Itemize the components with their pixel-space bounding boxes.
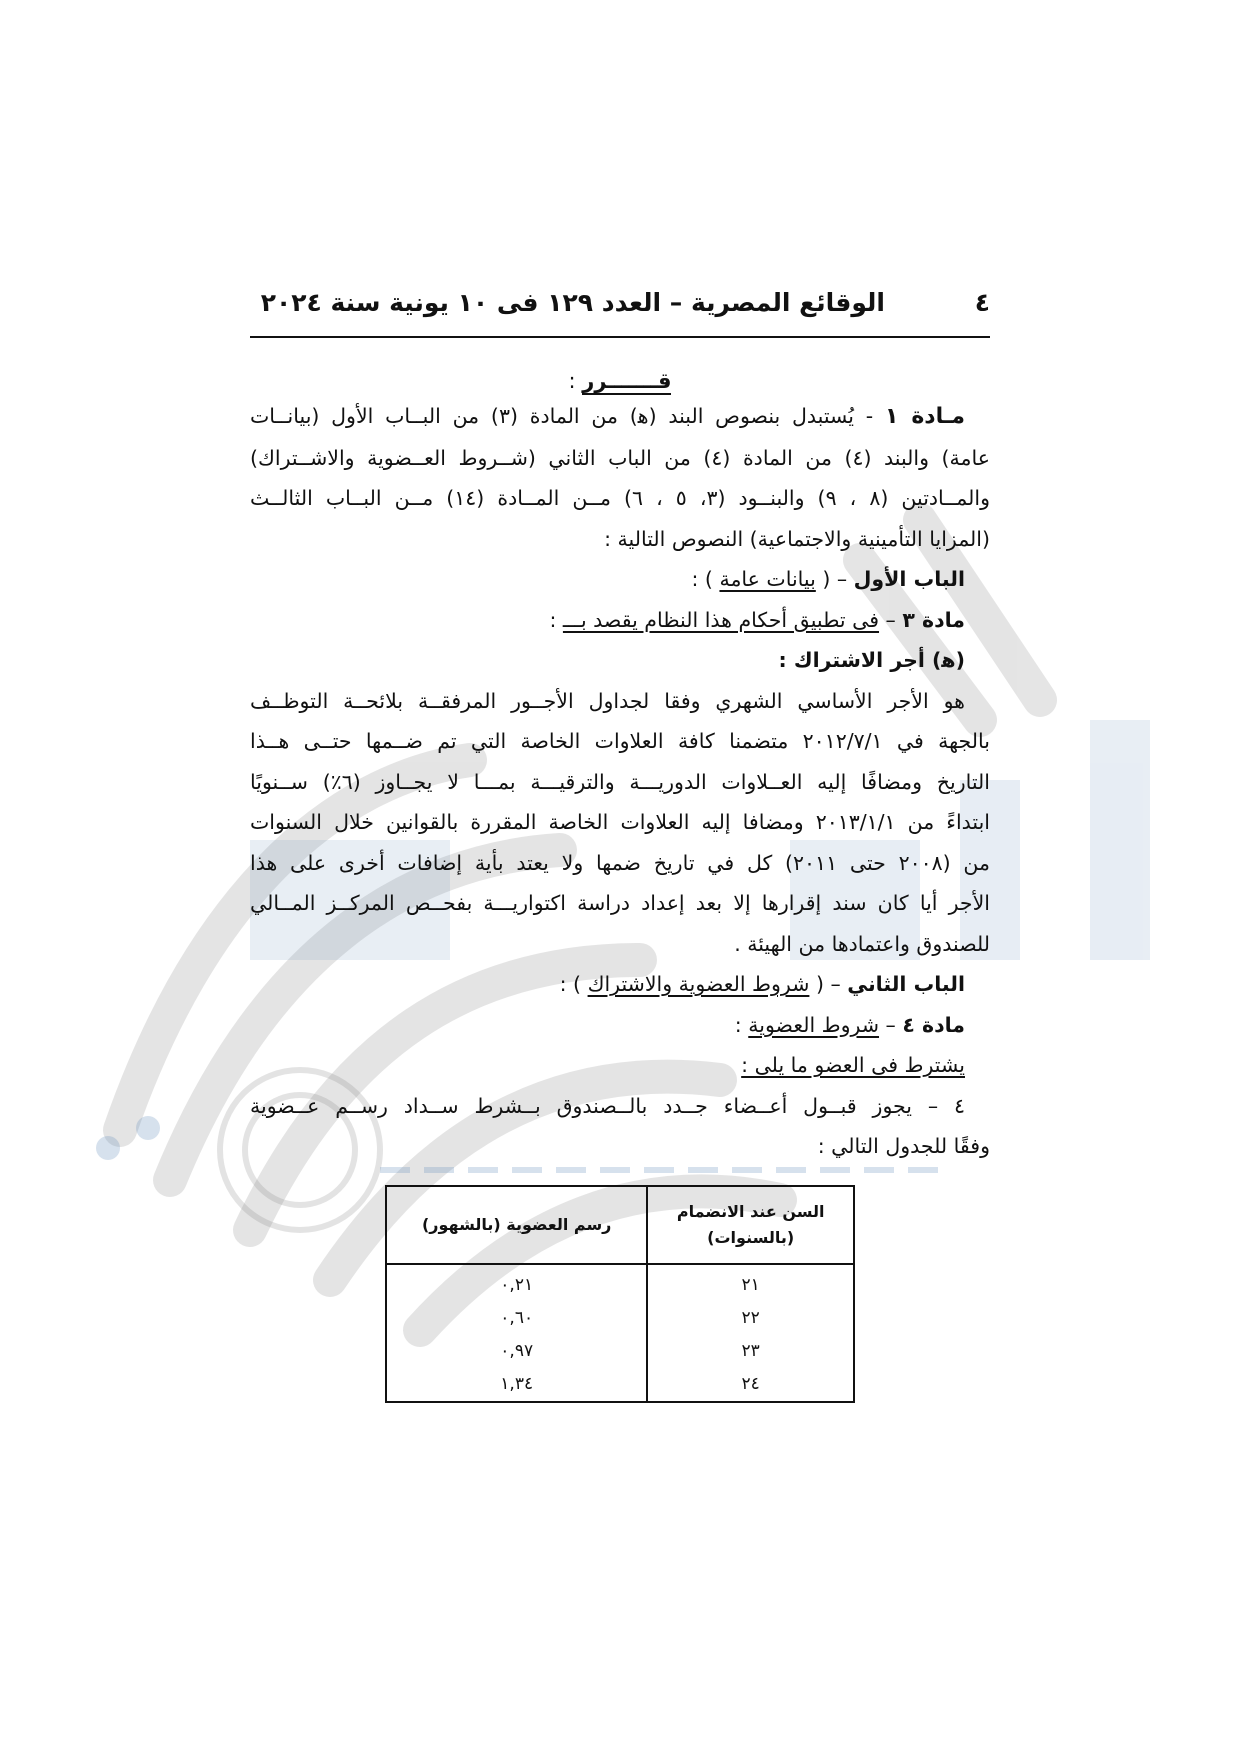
chapter-1-end: ) :: [691, 567, 713, 591]
item-h-title: (ﻫ) أجر الاشتراك :: [778, 648, 965, 672]
age-cell: ٢٣: [647, 1335, 854, 1368]
chapter-2-title: شروط العضوية والاشتراك: [587, 972, 810, 996]
article-1-label: مـادة ١: [884, 404, 965, 429]
chapter-2-label: الباب الثاني: [847, 972, 965, 996]
article-1-text-1: - يُستبدل بنصوص البند (ﻫ) من المادة (٣) من البــاب الأول (بيانــات: [250, 404, 874, 428]
definition-line: ابتداءً من ٢٠١٣/١/١ ومضافا إليه العلاوات الخاصة المقررة بالقوانين خلال السنوات: [250, 810, 990, 834]
chapter-1-dash: – (: [822, 567, 848, 591]
article-4-title: شروط العضوية: [748, 1012, 880, 1037]
age-header-line: السن عند الانضمام: [676, 1201, 825, 1221]
fee-column-header: رسم العضوية (بالشهور): [386, 1186, 647, 1264]
definition-line: من (٢٠٠٨ حتى ٢٠١١) كل في تاريخ ضمها ولا يعتد بأية إضافات أخرى على هذا: [250, 850, 990, 875]
condition-intro: [250, 1045, 990, 1086]
definition-line: هو الأجر الأساسي الشهري وفقا لجداول الأجــور المرفقــة بلائحــة التوظــف: [250, 688, 965, 713]
chapter-1-title: بيانات عامة: [719, 567, 816, 591]
chapter-2-heading: [250, 964, 990, 1005]
condition-intro-text: يشترط فى العضو ما يلى :: [741, 1053, 965, 1077]
age-cell: ٢٤: [647, 1368, 854, 1402]
article-3-heading: [250, 600, 990, 641]
article-1: [250, 396, 990, 559]
article-4-end: :: [734, 1012, 742, 1037]
definition-line: للصندوق واعتمادها من الهيئة .: [734, 931, 990, 956]
gazette-page: [250, 280, 990, 1403]
definition-line: التاريخ ومضافًا إليه العــلاوات الدوريـــة والترقيـــة بمـــا لا يجــاوز (٦٪) ســنويًا: [250, 769, 990, 794]
fee-cell: ٠,٢١: [386, 1264, 647, 1302]
article-4-label: مادة ٤: [902, 1012, 965, 1037]
age-column-header: [647, 1186, 854, 1264]
article-1-line: والمــادتين (٨ ، ٩) والبنــود (٣، ٥ ، ٦) مــن المــادة (١٤) مــن البــاب الثالــث: [250, 486, 990, 510]
age-header-unit: (بالسنوات): [707, 1227, 795, 1247]
article-3-dash: –: [885, 607, 896, 632]
decision-colon: :: [568, 369, 576, 393]
definition-line: بالجهة في ٢٠١٢/٧/١ متضمنا كافة العلاوات الخاصة التي تم ضــمها حتــى هــذا: [250, 729, 990, 753]
age-cell: ٢٢: [647, 1302, 854, 1335]
fee-cell: ١,٣٤: [386, 1368, 647, 1402]
chapter-2-end: ) :: [559, 972, 582, 996]
article-4-dash: –: [885, 1012, 896, 1037]
decision-heading: [250, 366, 990, 396]
table-row: [386, 1264, 854, 1302]
article-4-heading: [250, 1005, 990, 1046]
table-row: [386, 1335, 854, 1368]
article-3-end: :: [549, 607, 557, 632]
chapter-2-dash: – (: [815, 972, 841, 996]
age-cell: ٢١: [647, 1264, 854, 1302]
table-row: [386, 1368, 854, 1402]
gazette-title: الوقائع المصرية – العدد ١٢٩ فى ١٠ يونية سنة ٢٠٢٤: [260, 288, 885, 317]
fee-cell: ٠,٩٧: [386, 1335, 647, 1368]
definition-paragraph: [250, 681, 990, 965]
membership-fee-table: [385, 1185, 855, 1403]
article-3-text: فى تطبيق أحكام هذا النظام يقصد بـــ: [562, 607, 880, 632]
item-h-heading: [250, 640, 990, 681]
definition-line: الأجر أيا كان سند إقرارها إلا بعد إعداد دراسة اكتواريـــة بفحــص المركــز المــالي: [250, 891, 990, 915]
table-row: [386, 1302, 854, 1335]
page-number: ٤: [974, 288, 990, 317]
article-1-line: (المزايا التأمينية والاجتماعية) النصوص التالية :: [604, 526, 990, 551]
item-4-line: وفقًا للجدول التالي :: [817, 1134, 990, 1158]
page-header: [250, 280, 990, 338]
article-1-line: [250, 396, 990, 438]
chapter-1-label: الباب الأول: [853, 567, 965, 591]
article-3-label: مادة ٣: [902, 607, 965, 632]
chapter-1-heading: [250, 559, 990, 600]
item-4-line: ٤ – يجوز قبــول أعــضاء جــدد بالــصندوق بــشرط ســداد رســم عــضوية: [250, 1093, 965, 1118]
fee-cell: ٠,٦٠: [386, 1302, 647, 1335]
article-1-line: عامة) والبند (٤) من المادة (٤) من الباب الثاني (شــروط العــضوية والاشــتراك): [250, 445, 990, 470]
decision-word: قـــــــرر: [582, 369, 672, 393]
